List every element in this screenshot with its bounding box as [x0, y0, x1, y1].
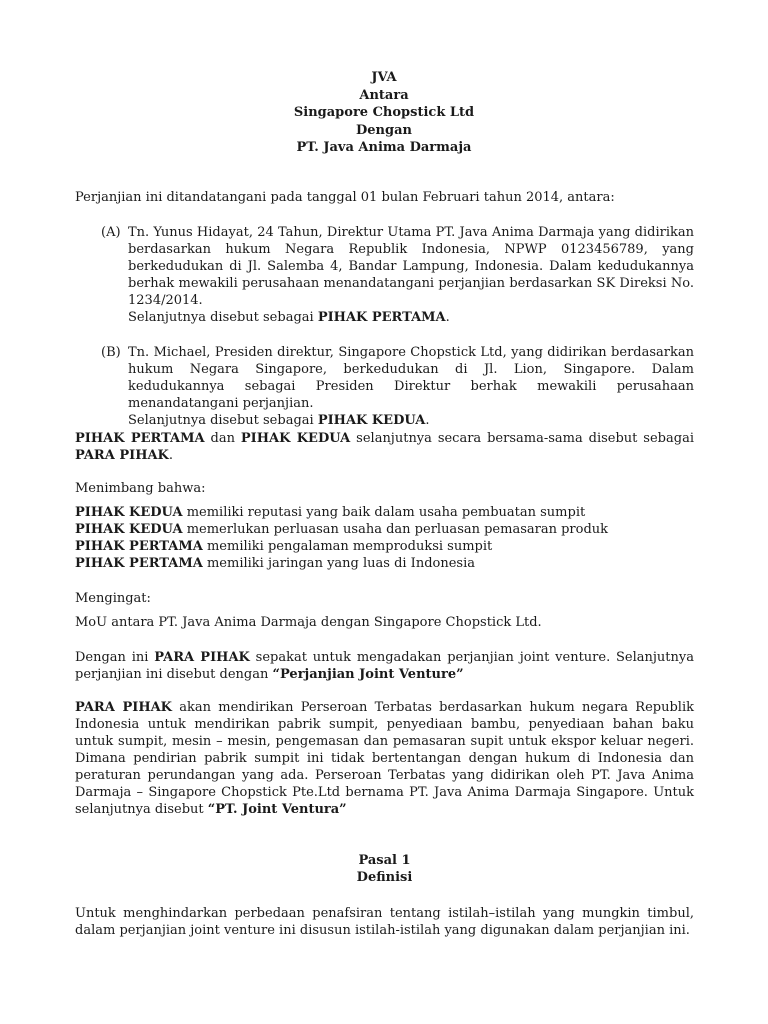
bold-term: PIHAK PERTAMA [75, 431, 205, 446]
bold-term: “PT. Joint Ventura” [207, 802, 347, 817]
party-b-reference [128, 412, 694, 429]
bold-term: “Perjanjian Joint Venture” [272, 667, 464, 682]
menimbang-label: Menimbang bahwa: [75, 481, 206, 496]
mengingat-label: Mengingat: [75, 591, 151, 606]
paragraph-text: sepakat untuk mengadakan perjanjian joint venture. Selanjutnya perjanjian ini disebut dengan [75, 650, 695, 682]
bold-term: PIHAK KEDUA [240, 431, 351, 446]
reference-text: Selanjutnya disebut sebagai [128, 413, 318, 428]
bold-term: PARA PIHAK [154, 650, 250, 665]
agreement-paragraph [75, 649, 694, 683]
paragraph-text: dan [204, 431, 241, 446]
pasal-number: Pasal 1 [358, 853, 411, 868]
definisi-paragraph: Untuk menghindarkan perbedaan penafsiran tentang istilah–istilah yang mungkin timbul, dalam perjanjian joint venture ini disusun istilah-istilah yang digunakan dalam perjanjian ini. [75, 906, 694, 938]
party-a-role: PIHAK PERTAMA [317, 310, 446, 325]
paragraph-text: akan mendirikan Perseroan Terbatas berdasarkan hukum negara Republik Indonesia untuk mendirikan pabrik sumpit, penyediaan bambu, penyediaan bahan baku untuk sumpit, mesin – mesin, pengemasan dan pemasaran supit untuk ekspor keluar negeri. Dimana pendirian pabrik sumpit ini tidak bertentangan dengan hukum di Indonesia dan peraturan perundangan yang ada. Perseroan Terbatas yang didirikan oleh PT. Java Anima Darmaja – Singapore Chopstick Pte.Ltd bernama PT. Java Anima Darmaja Singapore. Untuk selanjutnya disebut [75, 700, 694, 817]
para-pihak-paragraph [75, 430, 694, 464]
paragraph-text: . [168, 448, 173, 463]
list-item-text: memiliki reputasi yang baik dalam usaha pembuatan sumpit [182, 505, 586, 520]
party-b [75, 344, 694, 429]
party-b-role: PIHAK KEDUA [317, 413, 426, 428]
party-a [75, 224, 694, 326]
title-line: Antara [359, 87, 409, 103]
reference-suffix: . [425, 413, 430, 428]
party-a-text: Tn. Yunus Hidayat, 24 Tahun, Direktur Utama PT. Java Anima Darmaja yang didirikan berdasarkan hukum Negara Republik Indonesia, NPWP 0123456789, yang berkedudukan di Jl. Salemba 4, Bandar Lampung, Indonesia. Dalam kedudukannya berhak mewakili perusahaan menandatangani perjanjian berdasarkan SK Direksi No. 1234/2014. [128, 225, 694, 308]
reference-suffix: . [445, 310, 450, 325]
menimbang-list [75, 504, 694, 572]
bold-term: PIHAK PERTAMA [75, 556, 203, 571]
party-a-reference [128, 309, 694, 326]
title-line: JVA [371, 70, 397, 85]
list-item [75, 504, 694, 521]
title-line: Singapore Chopstick Ltd [293, 105, 475, 120]
bold-term: PIHAK KEDUA [75, 522, 183, 537]
list-item [75, 538, 694, 555]
list-item-text: memiliki pengalaman memproduksi sumpit [202, 539, 493, 554]
bold-term: PARA PIHAK [75, 700, 172, 715]
list-item-text: memiliki jaringan yang luas di Indonesia [202, 556, 475, 571]
pt-paragraph [75, 699, 694, 818]
mengingat-text: MoU antara PT. Java Anima Darmaja dengan Singapore Chopstick Ltd. [75, 615, 542, 630]
bold-term: PARA PIHAK [75, 448, 169, 463]
list-item [75, 521, 694, 538]
paragraph-text: selanjutnya secara bersama-sama disebut sebagai [350, 431, 694, 446]
list-item-text: memerlukan perluasan usaha dan perluasan pemasaran produk [182, 522, 609, 537]
reference-text: Selanjutnya disebut sebagai [128, 310, 318, 325]
party-a-label: (A) [101, 225, 121, 240]
bold-term: PIHAK KEDUA [75, 505, 183, 520]
title-line: PT. Java Anima Darmaja [296, 140, 472, 155]
pasal-title: Definisi [356, 870, 413, 885]
list-item [75, 555, 694, 572]
party-b-text: Tn. Michael, Presiden direktur, Singapore Chopstick Ltd, yang didirikan berdasarkan hukum Negara Singapore, berkedudukan di Jl. Lion, Singapore. Dalam kedudukannya sebagai Presiden Direktur berhak mewakili perusahaan menandatangani perjanjian. [128, 345, 694, 411]
paragraph-text: Dengan ini [75, 650, 155, 665]
pasal-heading [75, 852, 694, 886]
intro-paragraph: Perjanjian ini ditandatangani pada tanggal 01 bulan Februari tahun 2014, antara: [75, 190, 615, 205]
party-b-label: (B) [101, 345, 121, 360]
document-title [0, 69, 768, 157]
bold-term: PIHAK PERTAMA [75, 539, 203, 554]
title-line: Dengan [356, 122, 412, 138]
